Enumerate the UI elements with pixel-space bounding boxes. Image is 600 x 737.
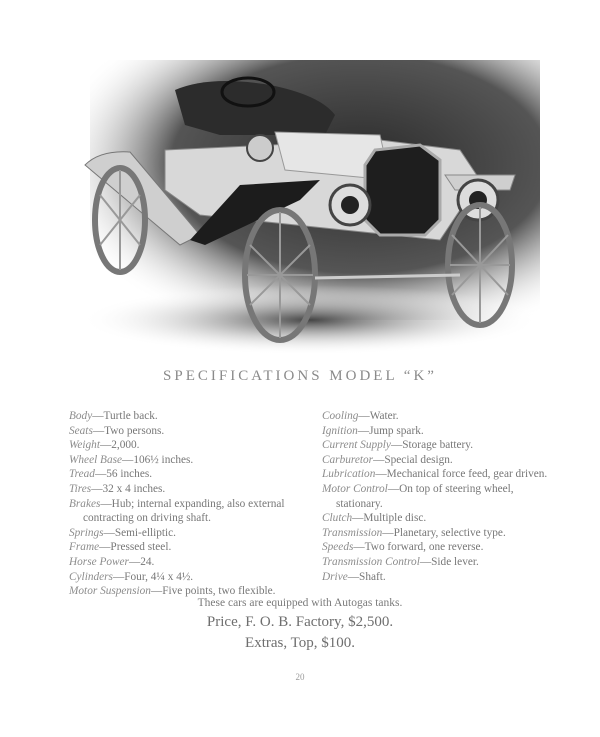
spec-key: Ignition [322, 424, 358, 437]
extras-line: Extras, Top, $100. [245, 635, 355, 651]
spec-key: Cylinders [69, 570, 113, 583]
spec-row [69, 424, 314, 439]
spec-key: Brakes [69, 497, 101, 510]
spec-value: —2,000. [99, 439, 140, 452]
spec-value: —24. [128, 555, 155, 568]
spec-value: —On top of steering wheel, stationary. [336, 482, 514, 510]
spec-key: Springs [69, 526, 104, 539]
spec-row [69, 467, 314, 482]
specs-right-column [322, 409, 552, 584]
spec-row [69, 526, 314, 541]
spec-value: —Pressed steel. [99, 541, 172, 554]
spec-key: Current Supply [322, 439, 391, 452]
spec-key: Cooling [322, 410, 359, 422]
spec-value: —Planetary, selective type. [382, 526, 506, 539]
autogas-note: These cars are equipped with Autogas tanks. [197, 597, 403, 609]
spec-key: Lubrication [322, 468, 376, 481]
spec-value: —Turtle back. [92, 410, 158, 422]
spec-row [69, 482, 314, 497]
spec-key: Body [69, 410, 93, 422]
spec-key: Wheel Base [69, 453, 123, 466]
spec-key: Transmission Control [322, 555, 420, 568]
spec-row [322, 438, 552, 453]
spec-key: Frame [69, 541, 100, 554]
spec-value: —Jump spark. [357, 424, 424, 437]
spec-key: Motor Control [322, 482, 388, 495]
spec-row [69, 555, 314, 570]
spec-row [322, 453, 552, 468]
spec-row [322, 482, 552, 511]
spec-value: —Shaft. [347, 570, 386, 583]
spec-value: —Hub; internal expanding, also external contracting on driving shaft. [83, 497, 285, 525]
spec-value: —Mechanical force feed, gear driven. [375, 468, 548, 481]
spec-row [322, 467, 552, 482]
spec-key: Speeds [322, 541, 354, 554]
spec-value: —Storage battery. [390, 439, 474, 452]
spec-row [69, 409, 314, 424]
spec-key: Motor Suspension [69, 585, 151, 598]
spec-key: Transmission [322, 526, 383, 539]
spec-row [322, 570, 552, 585]
spec-row [322, 555, 552, 570]
spec-row [322, 526, 552, 541]
spec-value: —Five points, two flexible. [150, 585, 276, 598]
specs-left-column [69, 409, 314, 599]
spec-key: Horse Power [69, 555, 129, 568]
spec-value: —Multiple disc. [352, 512, 427, 525]
spec-value: —106½ inches. [122, 453, 194, 466]
spec-value: —Special design. [373, 453, 453, 466]
spec-value: —Water. [358, 410, 399, 422]
car-illustration [60, 40, 540, 370]
spec-key: Tires [69, 482, 92, 495]
spec-row [69, 570, 314, 585]
spec-value: —Two persons. [92, 424, 165, 437]
page-title: SPECIFICATIONS MODEL “K” [163, 368, 437, 384]
spec-key: Carburetor [322, 453, 374, 466]
spec-row [69, 438, 314, 453]
spec-row [69, 540, 314, 555]
spec-key: Clutch [322, 512, 353, 525]
spec-key: Tread [69, 468, 95, 481]
spec-row [69, 497, 314, 526]
spec-row [69, 453, 314, 468]
spec-key: Weight [69, 439, 100, 452]
spec-key: Drive [322, 570, 348, 583]
spec-value: —Side lever. [419, 555, 479, 568]
spec-row [322, 424, 552, 439]
spec-value: —32 x 4 inches. [91, 482, 166, 495]
spec-value: —56 inches. [94, 468, 153, 481]
page-number: 20 [295, 672, 305, 682]
spec-value: —Four, 4¼ x 4½. [112, 570, 194, 583]
spec-value: —Semi-elliptic. [103, 526, 177, 539]
spec-row [322, 511, 552, 526]
spec-row [322, 409, 552, 424]
spec-row [322, 540, 552, 555]
spec-key: Seats [69, 424, 93, 437]
spec-value: —Two forward, one reverse. [353, 541, 484, 554]
price-line: Price, F. O. B. Factory, $2,500. [206, 614, 394, 630]
